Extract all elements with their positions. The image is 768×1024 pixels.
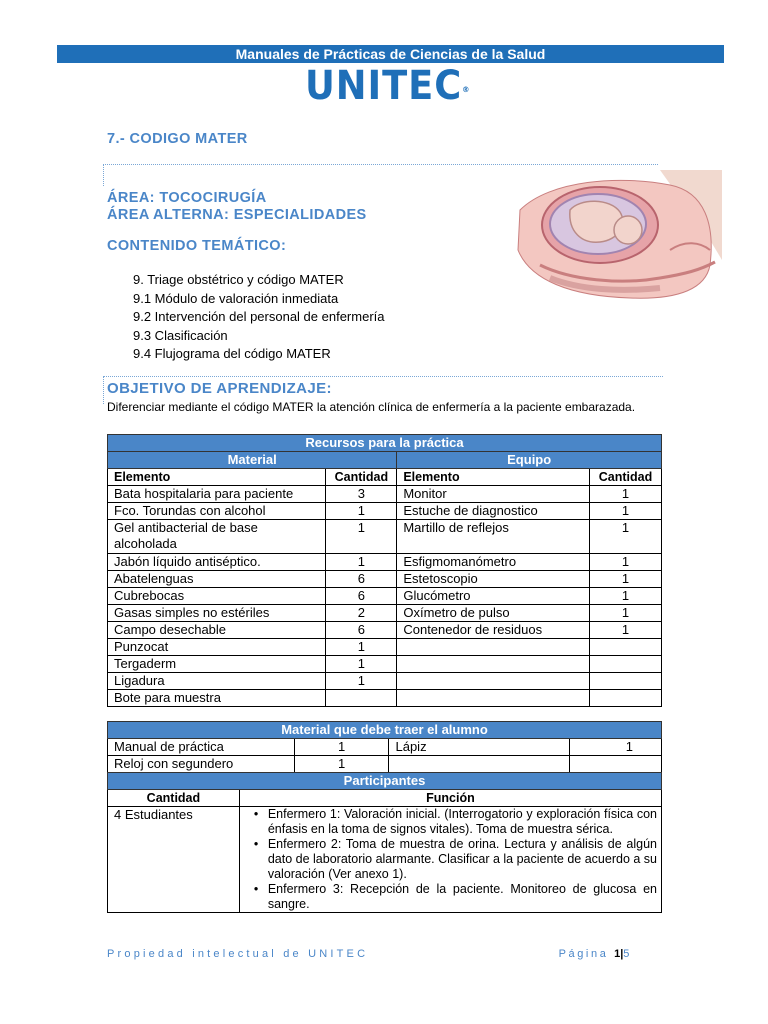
cell: 1 — [590, 587, 662, 604]
cell: Monitor — [397, 486, 590, 503]
cell: 1 — [590, 520, 662, 554]
page-label: Página — [558, 948, 609, 960]
recursos-title: Recursos para la práctica — [108, 435, 662, 452]
cell: 1 — [590, 604, 662, 621]
table-row — [108, 520, 662, 554]
table-row — [108, 553, 662, 570]
cell: Cubrebocas — [108, 587, 326, 604]
cell — [590, 689, 662, 706]
cell: 3 — [326, 486, 397, 503]
page-sep: | — [620, 948, 624, 960]
cantidad-cell: 4 Estudiantes — [108, 807, 240, 913]
toc-item: 9.2 Intervención del personal de enfermería — [133, 309, 385, 325]
cell: Reloj con segundero — [108, 756, 295, 773]
table-row — [108, 503, 662, 520]
col-elemento: Elemento — [108, 469, 326, 486]
cell: Tergaderm — [108, 655, 326, 672]
table-row — [108, 587, 662, 604]
area-alterna-heading: ÁREA ALTERNA: ESPECIALIDADES — [107, 207, 367, 223]
cell: Punzocat — [108, 638, 326, 655]
cell: 1 — [590, 570, 662, 587]
cell: Abatelenguas — [108, 570, 326, 587]
cell — [397, 689, 590, 706]
logo-text: UNITEC — [305, 63, 463, 109]
cell: 1 — [326, 520, 397, 554]
cell: Glucómetro — [397, 587, 590, 604]
cell: Bata hospitalaria para paciente — [108, 486, 326, 503]
equipo-header: Equipo — [397, 452, 662, 469]
cell — [326, 689, 397, 706]
cell: 1 — [326, 638, 397, 655]
area-heading: ÁREA: TOCOCIRUGÍA — [107, 190, 267, 206]
cell: 1 — [590, 486, 662, 503]
cell — [590, 672, 662, 689]
cell: Gel antibacterial de base alcoholada — [108, 520, 326, 554]
participantes-table — [107, 772, 662, 913]
cell: Contenedor de residuos — [397, 621, 590, 638]
table-row — [108, 655, 662, 672]
cell — [397, 655, 590, 672]
cell: 1 — [326, 503, 397, 520]
cell — [590, 655, 662, 672]
col-cantidad: Cantidad — [590, 469, 662, 486]
toc-item: 9.1 Módulo de valoración inmediata — [133, 290, 339, 306]
page-total: 5 — [623, 948, 632, 960]
cell: Lápiz — [389, 739, 570, 756]
objetivo-heading: OBJETIVO DE APRENDIZAJE: — [107, 380, 332, 397]
cell — [397, 672, 590, 689]
cell: 6 — [326, 570, 397, 587]
material-header: Material — [108, 452, 397, 469]
cell: 1 — [590, 621, 662, 638]
cell: Ligadura — [108, 672, 326, 689]
table-row — [108, 621, 662, 638]
section-title: 7.- CODIGO MATER — [107, 131, 248, 147]
alumno-title: Material que debe traer el alumno — [108, 722, 662, 739]
col-elemento: Elemento — [397, 469, 590, 486]
table-row — [108, 486, 662, 503]
cell: 1 — [590, 553, 662, 570]
table-row — [108, 638, 662, 655]
table-row — [108, 807, 662, 913]
alumno-table — [107, 721, 662, 773]
cell: Bote para muestra — [108, 689, 326, 706]
cell — [590, 638, 662, 655]
cell — [570, 756, 662, 773]
col-funcion: Función — [239, 790, 661, 807]
col-cantidad: Cantidad — [108, 790, 240, 807]
cell: Jabón líquido antiséptico. — [108, 553, 326, 570]
contenido-heading: CONTENIDO TEMÁTICO: — [107, 238, 287, 254]
toc-item: 9.3 Clasificación — [133, 327, 228, 343]
pregnancy-illustration — [510, 170, 722, 302]
table-row — [108, 672, 662, 689]
recursos-table — [107, 434, 662, 707]
toc-item: 9. Triage obstétrico y código MATER — [133, 272, 344, 287]
objetivo-text: Diferenciar mediante el código MATER la atención clínica de enfermería a la paciente embarazada. — [107, 400, 636, 414]
footer — [107, 948, 632, 960]
cell: 2 — [326, 604, 397, 621]
cell: Estetoscopio — [397, 570, 590, 587]
cell: 6 — [326, 621, 397, 638]
contenido-list — [133, 271, 385, 364]
page-current: 1 — [614, 948, 621, 960]
funciones-list — [240, 807, 657, 912]
cell: 1 — [326, 672, 397, 689]
cell: 1 — [294, 739, 389, 756]
table-row — [108, 756, 662, 773]
cell: Oxímetro de pulso — [397, 604, 590, 621]
cell: Esfigmomanómetro — [397, 553, 590, 570]
table-row — [108, 604, 662, 621]
cell: 6 — [326, 587, 397, 604]
cell: 1 — [590, 503, 662, 520]
cell: Fco. Torundas con alcohol — [108, 503, 326, 520]
cell — [389, 756, 570, 773]
list-item: • Enfermero 2: Toma de muestra de orina. Lectura y análisis de algún dato de laboratorio alarmante. Clasificar a la paciente de acuerdo a su valoración (Ver anexo 1). — [240, 837, 657, 882]
cell: 1 — [570, 739, 662, 756]
footer-copyright: Propiedad intelectual de UNITEC — [107, 948, 369, 960]
cell — [397, 638, 590, 655]
cell: Estuche de diagnostico — [397, 503, 590, 520]
cell: 1 — [326, 553, 397, 570]
toc-item: 9.4 Flujograma del código MATER — [133, 346, 331, 362]
cell: Martillo de reflejos — [397, 520, 590, 554]
table-row — [108, 570, 662, 587]
header-banner: Manuales de Prácticas de Ciencias de la Salud — [57, 45, 724, 63]
page-number — [559, 948, 632, 960]
cell: Manual de práctica — [108, 739, 295, 756]
participantes-title: Participantes — [108, 773, 662, 790]
cell: 1 — [326, 655, 397, 672]
cell: Campo desechable — [108, 621, 326, 638]
cell: 1 — [294, 756, 389, 773]
col-cantidad: Cantidad — [326, 469, 397, 486]
list-item: • Enfermero 1: Valoración inicial. (Interrogatorio y exploración física con énfasis en la toma de signos vitales). Toma de muestra sérica. — [240, 807, 657, 837]
table-row — [108, 689, 662, 706]
registered-mark: ® — [462, 85, 471, 94]
list-item: • Enfermero 3: Recepción de la paciente. Monitoreo de glucosa en sangre. — [240, 882, 657, 912]
unitec-logo — [305, 64, 470, 108]
cell: Gasas simples no estériles — [108, 604, 326, 621]
table-row — [108, 739, 662, 756]
